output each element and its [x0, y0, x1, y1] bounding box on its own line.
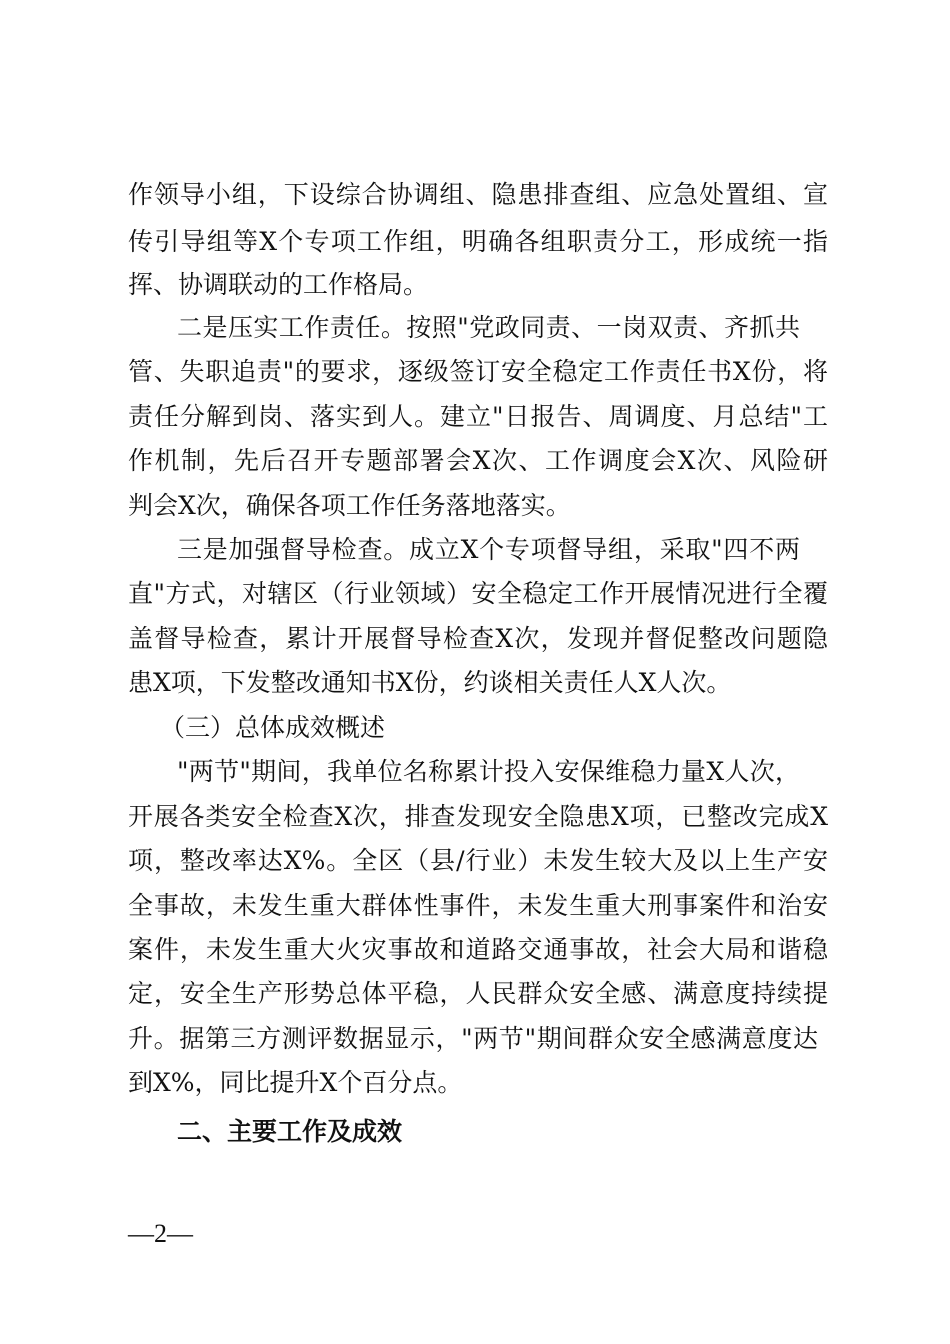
paragraph-line: 直"方式，对辖区（行业领域）安全稳定工作开展情况进行全覆	[128, 579, 828, 608]
subsection-heading: （三）总体成效概述	[160, 713, 386, 742]
paragraph-line: 挥、协调联动的工作格局。	[128, 270, 429, 299]
paragraph-line: 案件，未发生重大火灾事故和道路交通事故，社会大局和谐稳	[128, 935, 828, 964]
paragraph-line: 传引导组等X个专项工作组，明确各组职责分工，形成统一指	[128, 227, 828, 256]
paragraph-line: 责任分解到岗、落实到人。建立"日报告、周调度、月总结"工	[128, 402, 828, 431]
paragraph-line: 作领导小组，下设综合协调组、隐患排查组、应急处置组、宣	[128, 180, 828, 209]
paragraph-line: 升。据第三方测评数据显示，"两节"期间群众安全感满意度达	[128, 1024, 818, 1053]
paragraph-line: 盖督导检查，累计开展督导检查X次，发现并督促整改问题隐	[128, 624, 828, 653]
paragraph-line: 全事故，未发生重大群体性事件，未发生重大刑事案件和治安	[128, 891, 828, 920]
section-heading: 二、主要工作及成效	[177, 1117, 403, 1146]
paragraph-line: 管、失职追责"的要求，逐级签订安全稳定工作责任书X份，将	[128, 357, 828, 386]
paragraph-line: 三是加强督导检查。成立X个专项督导组，采取"四不两	[177, 535, 800, 564]
paragraph-line: 项，整改率达X%。全区（县/行业）未发生较大及以上生产安	[128, 846, 828, 875]
paragraph-line: 患X项，下发整改通知书X份，约谈相关责任人X人次。	[128, 668, 732, 697]
paragraph-line: 二是压实工作责任。按照"党政同责、一岗双责、齐抓共	[177, 313, 800, 342]
page-number: —2—	[128, 1219, 193, 1248]
paragraph-line: 到X%，同比提升X个百分点。	[128, 1068, 463, 1097]
paragraph-line: "两节"期间，我单位名称累计投入安保维稳力量X人次，	[177, 757, 800, 786]
paragraph-line: 定，安全生产形势总体平稳，人民群众安全感、满意度持续提	[128, 979, 828, 1008]
paragraph-line: 判会X次，确保各项工作任务落地落实。	[128, 491, 571, 520]
paragraph-line: 开展各类安全检查X次，排查发现安全隐患X项，已整改完成X	[128, 802, 828, 831]
paragraph-line: 作机制，先后召开专题部署会X次、工作调度会X次、风险研	[128, 446, 828, 475]
